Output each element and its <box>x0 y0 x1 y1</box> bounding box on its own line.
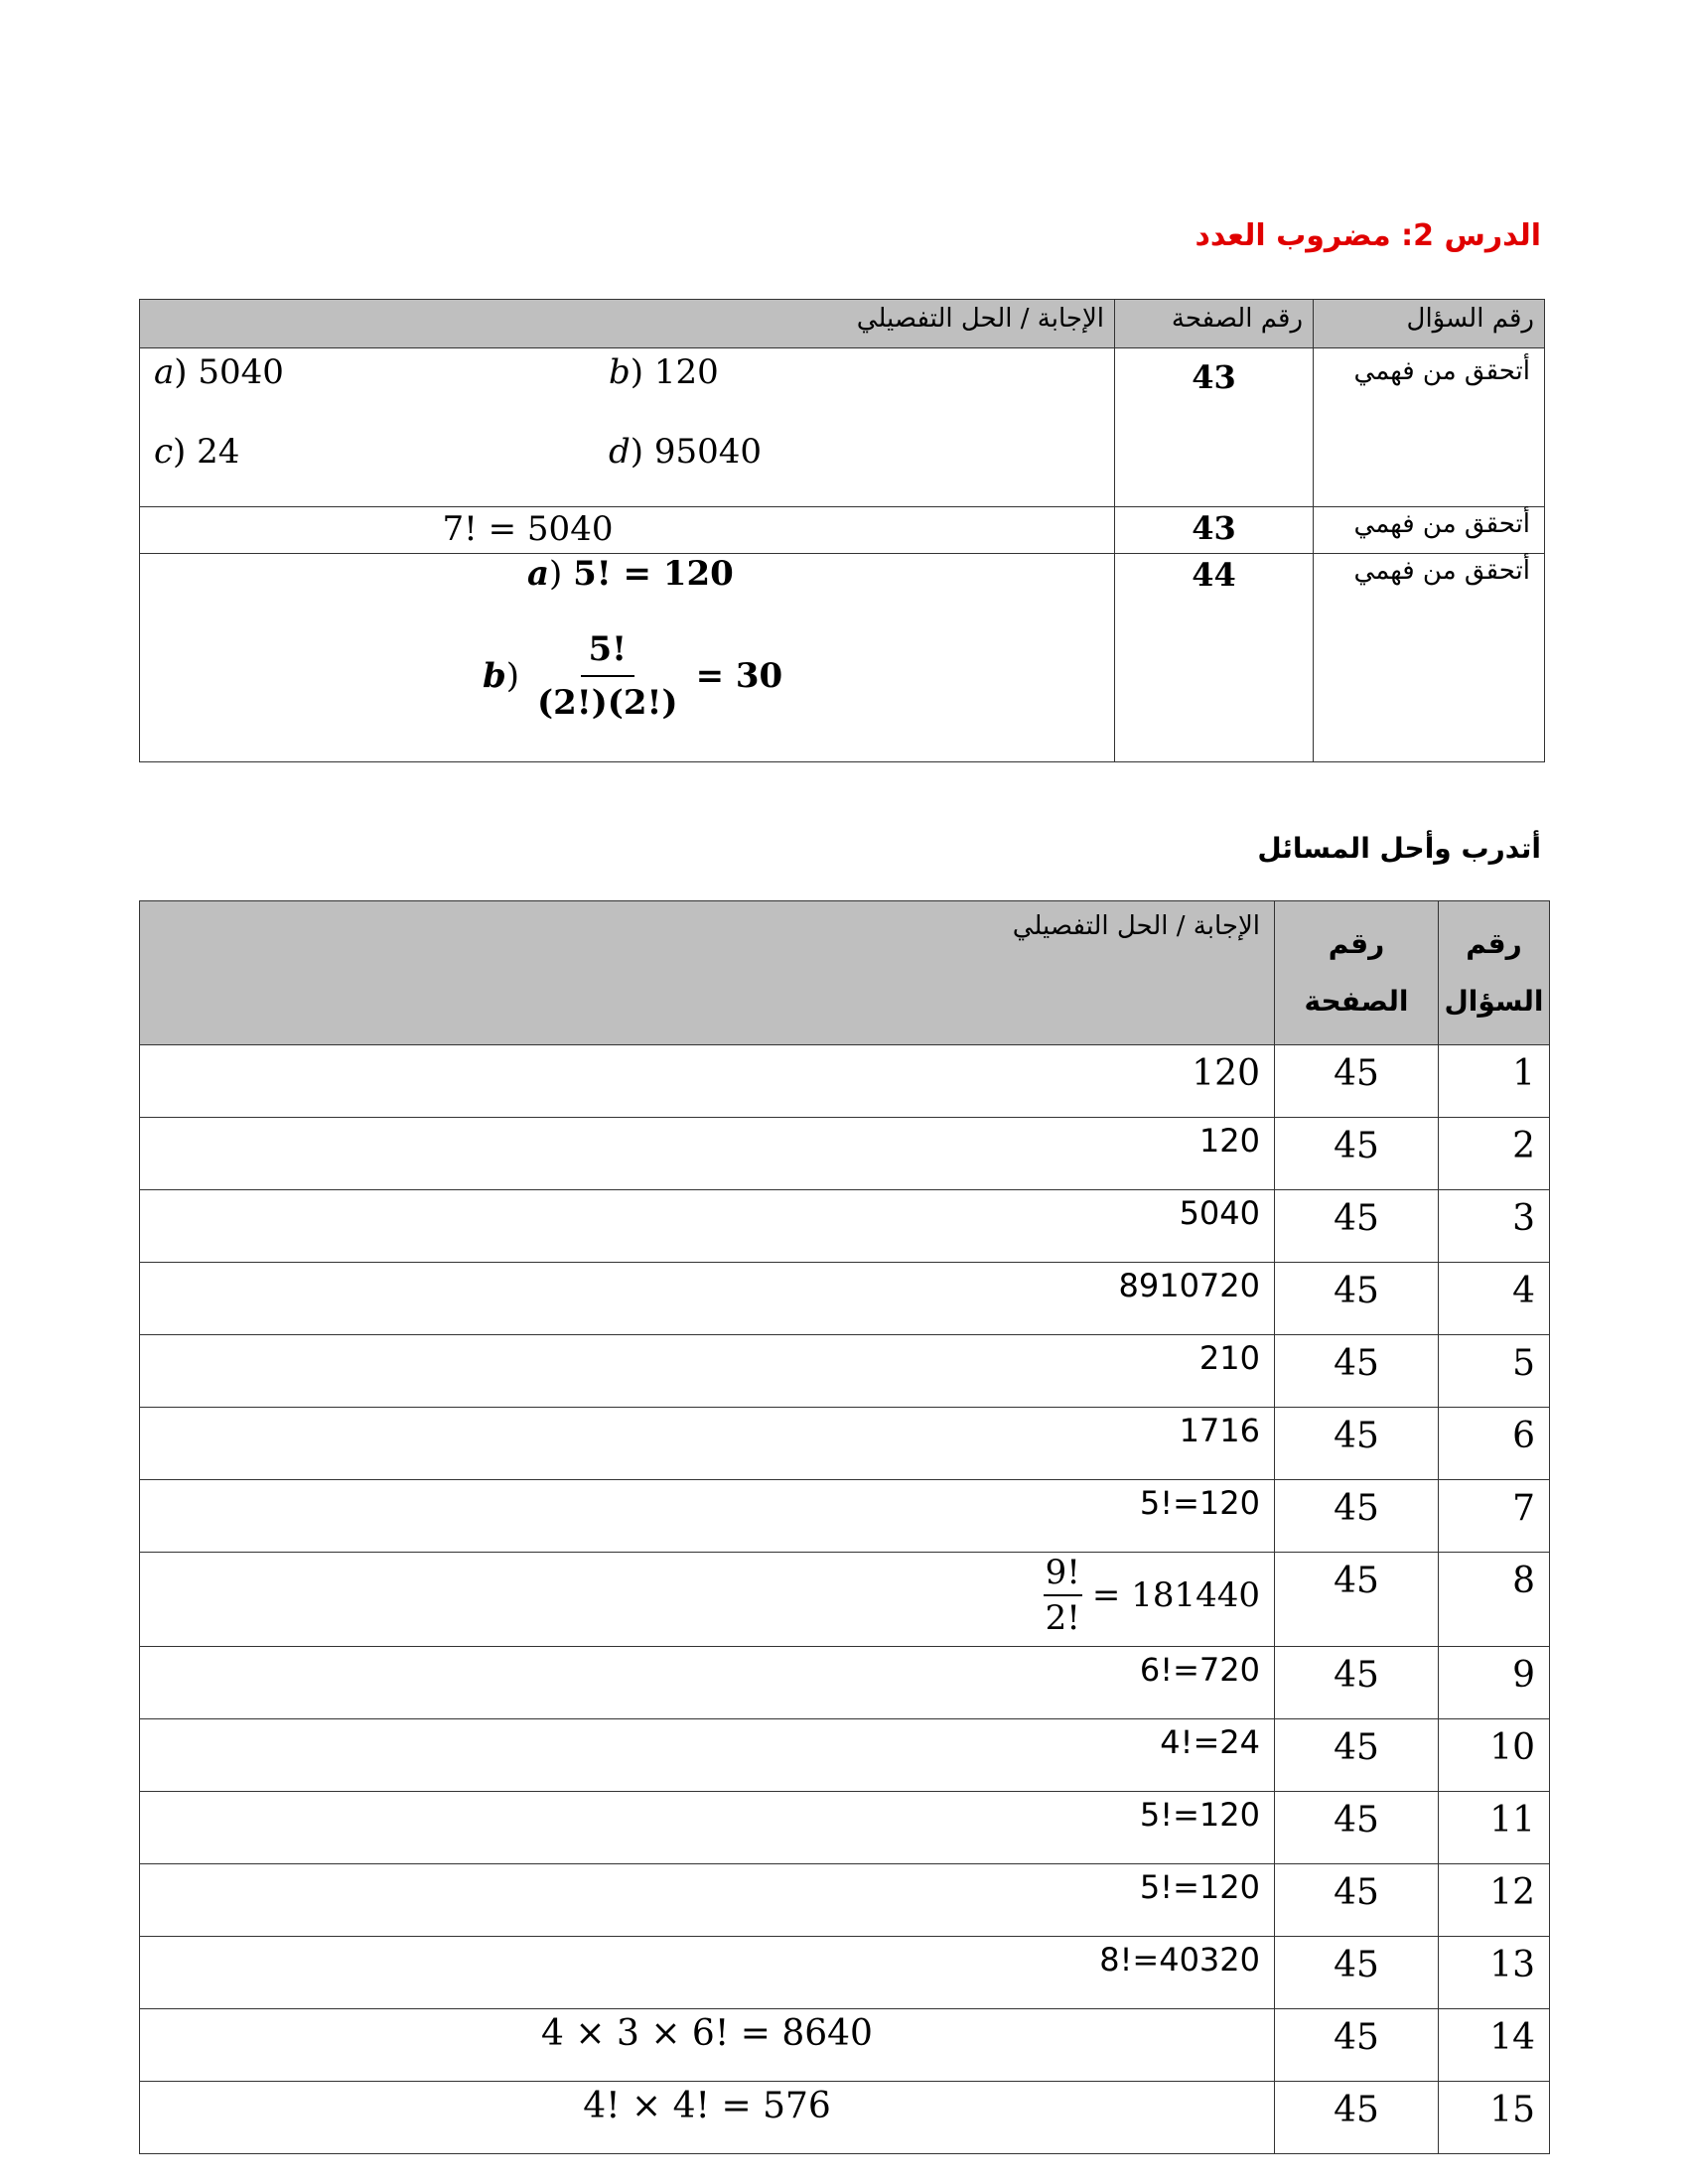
question-number: 6 <box>1439 1408 1550 1480</box>
table-row <box>140 507 1545 554</box>
table-row <box>140 1045 1550 1118</box>
question-number: 5 <box>1439 1335 1550 1408</box>
table-row <box>140 348 1545 507</box>
page-number: 43 <box>1115 348 1314 507</box>
answer-cell: 8!=40320 <box>140 1937 1275 2009</box>
answer-cell: 7! = 5040 <box>140 507 1115 554</box>
answer-cell: 5!=120 <box>140 1480 1275 1553</box>
table-row <box>140 1719 1550 1792</box>
header-question: رقم السؤال <box>1314 300 1545 348</box>
answer-cell: 4 × 3 × 6! = 8640 <box>140 2009 1275 2082</box>
page-number: 45 <box>1275 1864 1439 1937</box>
page-number: 45 <box>1275 1792 1439 1864</box>
fraction: $\frac{9!}{2!}$ <box>1045 1553 1080 1638</box>
table-row <box>140 1647 1550 1719</box>
answer-c: c) 24 <box>154 432 240 472</box>
table-row <box>140 554 1545 762</box>
question-number: 7 <box>1439 1480 1550 1553</box>
table-row <box>140 1335 1550 1408</box>
answer-b: b) 120 <box>609 352 719 392</box>
table-row <box>140 2082 1550 2154</box>
question-number: 11 <box>1439 1792 1550 1864</box>
answer-a: a) 5! = 120 <box>527 554 734 594</box>
table-row <box>140 1118 1550 1190</box>
question-label: أتحقق من فهمي <box>1314 507 1545 554</box>
header-page: رقم الصفحة <box>1275 901 1439 1045</box>
question-number: 13 <box>1439 1937 1550 2009</box>
page-number: 45 <box>1275 1408 1439 1480</box>
practice-table <box>139 900 1550 2154</box>
question-number: 10 <box>1439 1719 1550 1792</box>
question-number: 12 <box>1439 1864 1550 1937</box>
page-number: 45 <box>1275 1118 1439 1190</box>
question-number: 15 <box>1439 2082 1550 2154</box>
question-number: 1 <box>1439 1045 1550 1118</box>
table-header-row <box>140 300 1545 348</box>
table-row <box>140 1408 1550 1480</box>
page-number: 45 <box>1275 2082 1439 2154</box>
answer-cell: 1716 <box>140 1408 1275 1480</box>
page-number: 45 <box>1275 1190 1439 1263</box>
page-number: 45 <box>1275 1719 1439 1792</box>
page-number: 45 <box>1275 1647 1439 1719</box>
answer-cell: $\frac{9!}{2!}$ = 181440 <box>140 1553 1275 1647</box>
answer-cell: 5040 <box>140 1190 1275 1263</box>
page-number: 45 <box>1275 1335 1439 1408</box>
lesson-title: الدرس 2: مضروب العدد <box>1195 218 1541 253</box>
fraction: $\frac{5!}{(2!)(2!)}$ <box>537 629 678 723</box>
table-row <box>140 1937 1550 2009</box>
practice-heading: أتدرب وأحل المسائل <box>1257 832 1541 865</box>
table-row <box>140 1480 1550 1553</box>
answer-a: a) 5040 <box>154 352 284 392</box>
header-answer: الإجابة / الحل التفصيلي <box>140 300 1115 348</box>
question-number: 8 <box>1439 1553 1550 1647</box>
table-row <box>140 1190 1550 1263</box>
answer-b: b ) $\frac{5!}{(2!)(2!)}$ = 30 <box>483 629 783 723</box>
page-number: 43 <box>1115 507 1314 554</box>
page-number: 45 <box>1275 1263 1439 1335</box>
answer-cell: 4! × 4! = 576 <box>140 2082 1275 2154</box>
table-row <box>140 1792 1550 1864</box>
question-number: 9 <box>1439 1647 1550 1719</box>
answer-d: d) 95040 <box>609 432 763 472</box>
table-row <box>140 1553 1550 1647</box>
question-label: أتحقق من فهمي <box>1314 348 1545 507</box>
page-number: 45 <box>1275 2009 1439 2082</box>
table-row <box>140 1864 1550 1937</box>
answer-cell: 120 <box>140 1045 1275 1118</box>
table-header-row <box>140 901 1550 1045</box>
check-understanding-table <box>139 299 1545 762</box>
page-number: 45 <box>1275 1553 1439 1647</box>
answer-cell <box>140 348 1115 507</box>
table-row <box>140 2009 1550 2082</box>
question-label: أتحقق من فهمي <box>1314 554 1545 762</box>
page-number: 44 <box>1115 554 1314 762</box>
page-number: 45 <box>1275 1045 1439 1118</box>
answer-cell: 8910720 <box>140 1263 1275 1335</box>
table-row <box>140 1263 1550 1335</box>
header-page: رقم الصفحة <box>1115 300 1314 348</box>
answer-cell: 210 <box>140 1335 1275 1408</box>
page-number: 45 <box>1275 1937 1439 2009</box>
answer-cell: 5!=120 <box>140 1864 1275 1937</box>
question-number: 2 <box>1439 1118 1550 1190</box>
header-question: رقم السؤال <box>1439 901 1550 1045</box>
answer-cell: 120 <box>140 1118 1275 1190</box>
question-number: 4 <box>1439 1263 1550 1335</box>
header-answer: الإجابة / الحل التفصيلي <box>140 901 1275 1045</box>
question-number: 14 <box>1439 2009 1550 2082</box>
answer-cell <box>140 554 1115 762</box>
answer-cell: 5!=120 <box>140 1792 1275 1864</box>
answer-cell: 6!=720 <box>140 1647 1275 1719</box>
answer-cell: 4!=24 <box>140 1719 1275 1792</box>
question-number: 3 <box>1439 1190 1550 1263</box>
page-number: 45 <box>1275 1480 1439 1553</box>
